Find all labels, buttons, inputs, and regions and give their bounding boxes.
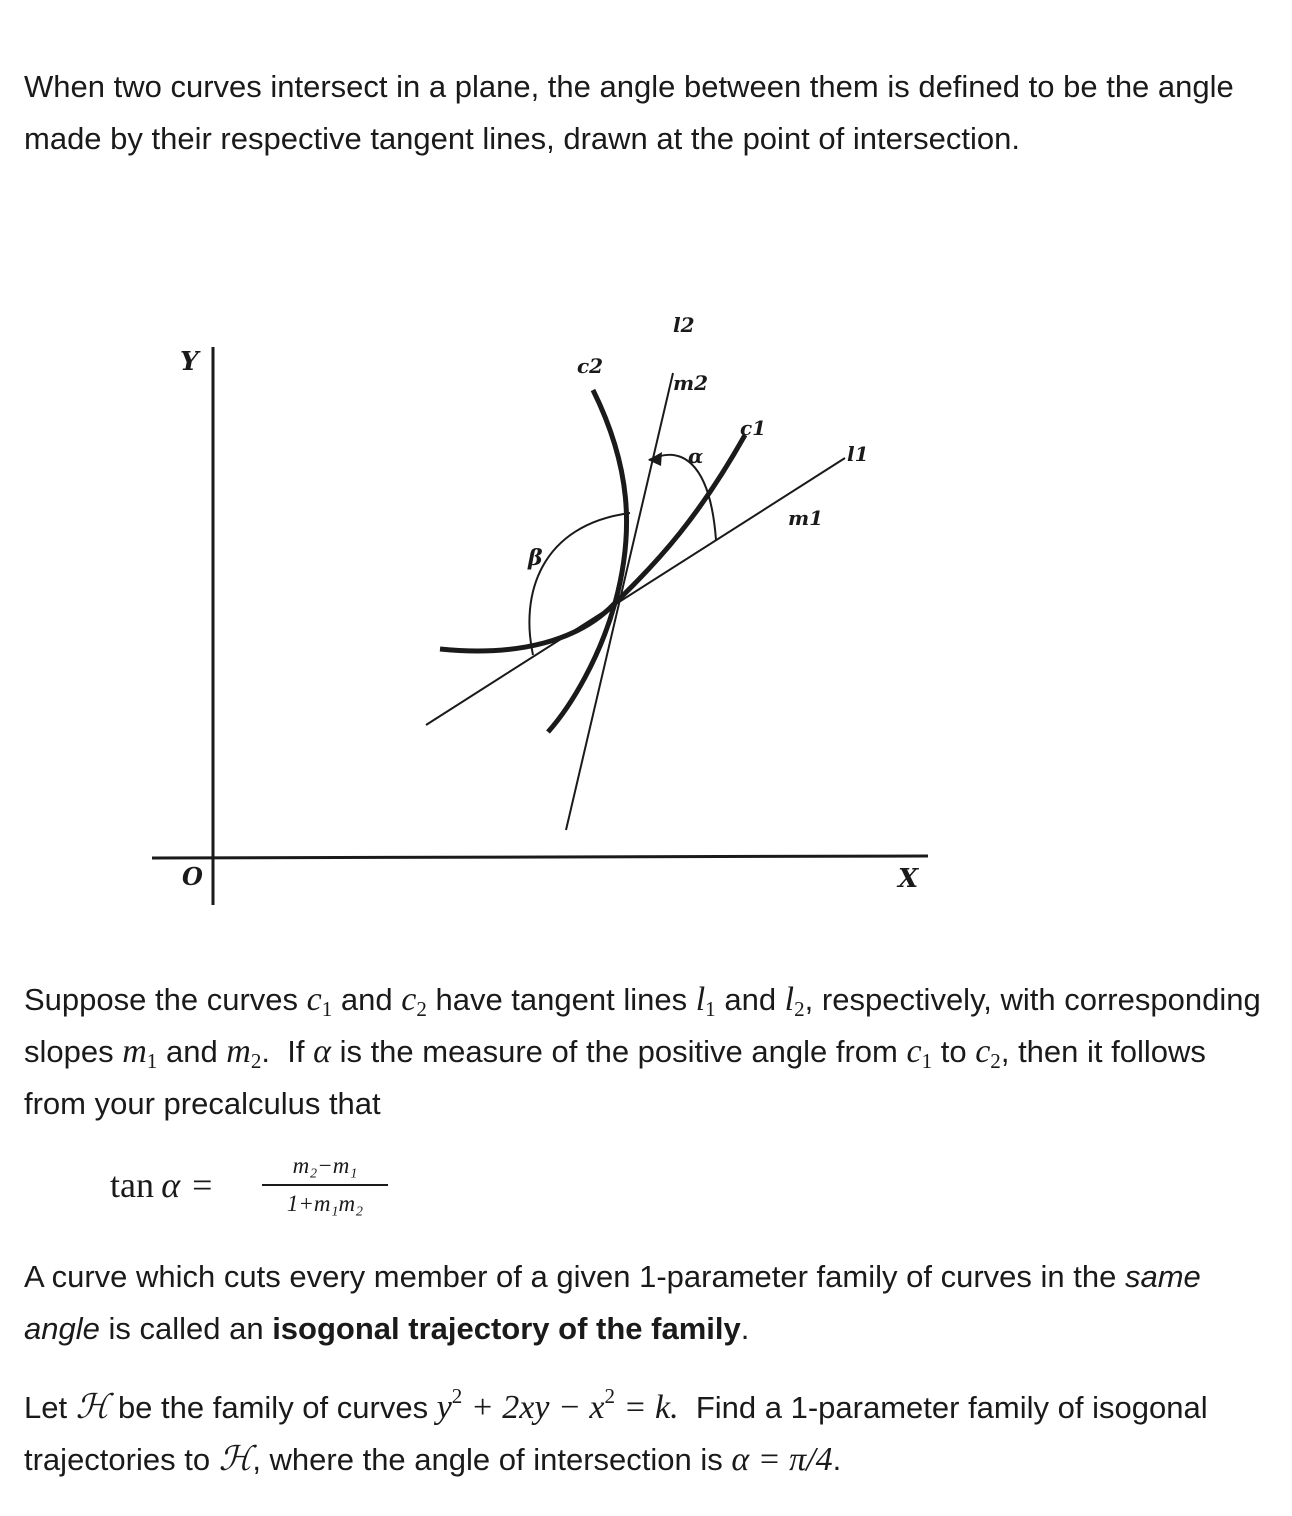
math-l1 [695, 981, 716, 1021]
text-run: . If [261, 1034, 314, 1069]
text-run: . [832, 1442, 842, 1477]
intro-paragraph [24, 61, 1264, 165]
text-run: . [740, 1311, 750, 1346]
math-var: c [975, 1033, 991, 1070]
angle-beta-label: β [528, 545, 543, 571]
text-run: A curve which cuts every member of a given 1-parameter family of curves in the [24, 1259, 1125, 1294]
fraction-bar [262, 1184, 388, 1186]
math-sub: 2 [250, 1048, 262, 1073]
slope-m1-label: m1 [788, 506, 824, 530]
math-from-c1 [906, 1033, 933, 1073]
text-run: , where the angle of intersection is [252, 1442, 732, 1477]
eq-exp: 2 [451, 1383, 463, 1408]
suppose-paragraph [24, 974, 1264, 1130]
math-var: m [122, 1033, 147, 1070]
math-sub: 1 [705, 996, 716, 1021]
text-run: be the family of curves [109, 1390, 437, 1425]
eq-exp: 2 [604, 1383, 616, 1408]
x-axis-label: X [898, 864, 919, 894]
y-axis-label: Y [180, 347, 199, 377]
curve-c1-label: c1 [740, 416, 767, 440]
formula-equals: = [192, 1165, 213, 1205]
intro-text: When two curves intersect in a plane, the angle between them is defined to be the angle made by their respective tangent lines, drawn at the point of intersection. [24, 69, 1234, 156]
formula-numerator: m₂−m₁ [292, 1153, 358, 1178]
math-sub: 1 [146, 1048, 158, 1073]
formula-denominator: 1+m₁m₂ [286, 1191, 364, 1216]
math-sub: 1 [321, 996, 333, 1021]
formula-tan: tan [110, 1165, 154, 1205]
eq-end: = k. [615, 1389, 679, 1426]
math-sub: 2 [794, 996, 805, 1021]
math-alpha: α [313, 1033, 331, 1070]
text-run: Find a 1-parameter family of isogonal trajectories to [24, 1390, 1217, 1477]
math-var: l [784, 981, 795, 1018]
math-var: l [695, 981, 706, 1018]
curve-c2 [548, 390, 627, 732]
slope-m2-label: m2 [673, 371, 709, 395]
formula-fraction [262, 1150, 388, 1220]
line-l1-label: l1 [847, 442, 869, 466]
curve-c2-label: c2 [577, 354, 604, 378]
math-to-c2 [975, 1033, 1001, 1073]
math-var: c [401, 981, 417, 1018]
text-run: , then it follows from your precalculus that [24, 1034, 1206, 1121]
math-c1 [306, 981, 333, 1021]
math-sub: 2 [416, 996, 427, 1021]
text-run: and [157, 1034, 227, 1069]
line-l2-label: l2 [673, 313, 695, 337]
emphasis-same-angle: same angle [24, 1259, 1201, 1346]
intersection-figure [140, 295, 940, 915]
text-run: , respectively, with corresponding slopes [24, 982, 1261, 1069]
term-isogonal-trajectory: isogonal trajectory of the family [272, 1311, 741, 1346]
math-var: c [906, 1033, 922, 1070]
problem-paragraph [24, 1382, 1264, 1486]
math-var: c [306, 981, 322, 1018]
text-run: is called an [99, 1311, 273, 1346]
eq-mid: + 2xy − x [462, 1389, 605, 1426]
formula-alpha: α [161, 1165, 181, 1205]
math-sub: 2 [990, 1048, 1001, 1073]
math-m2 [226, 1033, 262, 1073]
origin-label: O [182, 862, 203, 891]
math-angle: α = π/4 [731, 1441, 833, 1478]
text-run: and [715, 982, 785, 1017]
eq-y: y [436, 1389, 452, 1426]
angle-alpha-label: α [688, 444, 704, 468]
text-run: have tangent lines [426, 982, 696, 1017]
math-sub: 1 [921, 1048, 933, 1073]
angle-beta-arc [529, 513, 630, 655]
math-family-h: ℋ [75, 1389, 110, 1426]
math-var: m [226, 1033, 251, 1070]
definition-paragraph [24, 1251, 1264, 1355]
math-family-h: ℋ [218, 1441, 253, 1478]
formula-lhs [110, 1164, 212, 1206]
math-c2 [401, 981, 427, 1021]
math-l2 [784, 981, 805, 1021]
text-run: is the measure of the positive angle from [330, 1034, 907, 1069]
text-run: Let [24, 1390, 76, 1425]
tangent-line-l1 [426, 458, 845, 725]
math-equation [436, 1383, 679, 1426]
math-m1 [122, 1033, 158, 1073]
text-run: and [332, 982, 402, 1017]
x-axis [152, 856, 928, 858]
text-run: Suppose the curves [24, 982, 307, 1017]
text-run: to [932, 1034, 976, 1069]
